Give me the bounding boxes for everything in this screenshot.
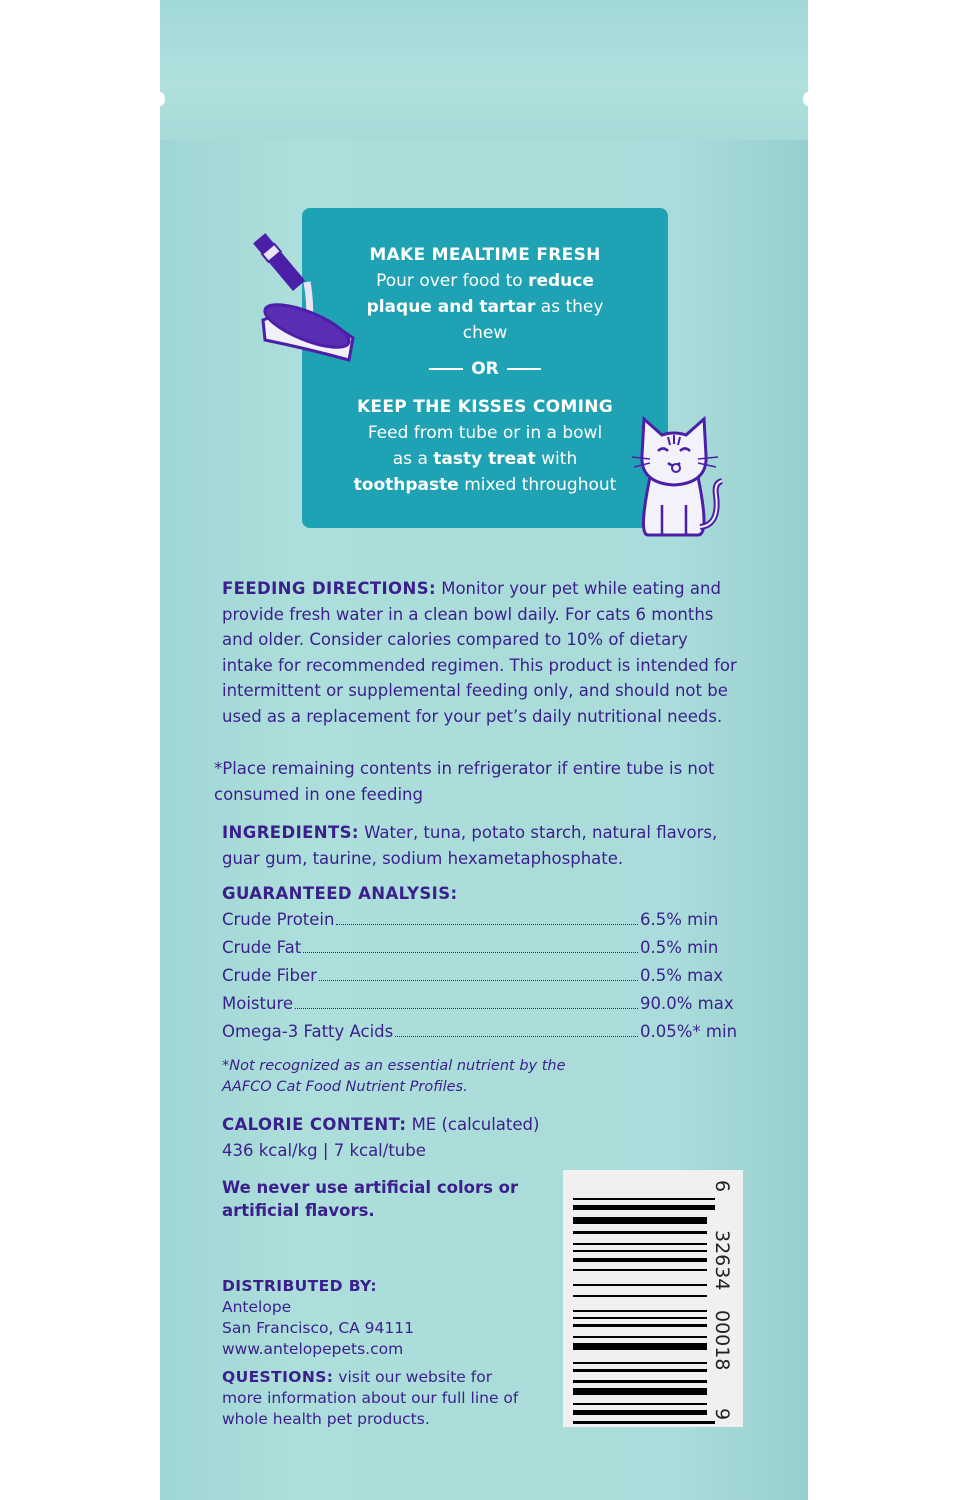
nutrient-name: Crude Fiber: [222, 966, 317, 985]
callout-line: toothpaste mixed throughout: [353, 475, 617, 495]
barcode-digits: 32634: [711, 1230, 733, 1291]
callout-line: plaque and tartar as they: [366, 297, 604, 317]
website-link[interactable]: www.antelopepets.com: [222, 1340, 404, 1358]
no-artificial-statement: We never use artificial colors or artificial flavors.: [222, 1178, 519, 1220]
barcode-bar: [573, 1380, 707, 1382]
smiling-cat-icon: [628, 415, 728, 543]
callout-line: chew: [462, 323, 508, 343]
calorie-content: CALORIE CONTENT: ME (calculated): [222, 1115, 540, 1134]
barcode-bar: [573, 1205, 715, 1210]
nutrient-value: 90.0% max: [640, 994, 734, 1013]
callout-heading-2: KEEP THE KISSES COMING: [356, 397, 614, 417]
feeding-directions: FEEDING DIRECTIONS: Monitor your pet while eating and provide fresh water in a clean bowl daily. For cats 6 months and older. Consider calories compared to 10% of dietary intake for recommended regimen. This product is intended for intermittent or supplemental feeding only, and should not be used as a replacement for your pet’s daily nutritional needs.: [222, 579, 737, 726]
barcode-bar: [573, 1198, 715, 1200]
callout-heading-1: MAKE MEALTIME FRESH: [369, 245, 601, 265]
pouch-seal: [160, 0, 808, 140]
callout-line: as a tasty treat with: [392, 449, 578, 469]
leader-dots: [303, 952, 638, 953]
nutrient-value: 6.5% min: [640, 910, 719, 929]
barcode-bar: [573, 1410, 707, 1415]
ingredients: INGREDIENTS: Water, tuna, potato starch, natural flavors, guar gum, taurine, sodium hexametaphosphate.: [222, 823, 718, 868]
barcode-bar: [573, 1310, 707, 1312]
barcode-bar: [573, 1343, 707, 1350]
nutrient-value: 0.5% min: [640, 938, 719, 957]
barcode-bar: [573, 1217, 707, 1224]
analysis-row: [222, 910, 744, 938]
callout-line: Pour over food to reduce: [376, 271, 594, 291]
barcode-bar: [573, 1231, 707, 1233]
barcode-bar: [573, 1243, 707, 1245]
leader-dots: [395, 1036, 638, 1037]
barcode-bar: [573, 1369, 707, 1371]
barcode-bar: [573, 1336, 707, 1338]
nutrient-name: Omega-3 Fatty Acids: [222, 1022, 394, 1041]
tear-notch-right: [803, 92, 813, 106]
tear-notch-left: [155, 92, 165, 106]
or-divider: OR: [302, 356, 668, 382]
leader-dots: [319, 980, 638, 981]
barcode-bar: [573, 1258, 707, 1263]
barcode: [563, 1170, 743, 1427]
analysis-heading: GUARANTEED ANALYSIS:: [222, 884, 458, 903]
analysis-row: [222, 1022, 744, 1050]
barcode-digits: 6: [711, 1180, 733, 1193]
nutrient-name: Moisture: [222, 994, 294, 1013]
questions: QUESTIONS: visit our website for more information about our full line of whole health pet products.: [222, 1368, 519, 1428]
barcode-bar: [573, 1269, 707, 1271]
barcode-digits: 00018: [711, 1310, 733, 1371]
leader-dots: [295, 1008, 638, 1009]
calorie-values: 436 kcal/kg | 7 kcal/tube: [222, 1141, 426, 1160]
barcode-bar: [573, 1403, 707, 1405]
barcode-bar: [573, 1421, 715, 1423]
callout-line: Feed from tube or in a bowl: [367, 423, 603, 443]
distributor: DISTRIBUTED BY: Antelope San Francisco, CA 94111 www.antelopepets.com: [222, 1276, 522, 1360]
barcode-bar: [573, 1284, 707, 1286]
guaranteed-analysis-table: [222, 910, 744, 1050]
nutrient-value: 0.05%* min: [640, 1022, 738, 1041]
barcode-bar: [573, 1324, 707, 1326]
tube-pouring-into-bowl-icon: [245, 230, 360, 365]
barcode-bar: [573, 1295, 707, 1297]
nutrient-value: 0.5% max: [640, 966, 724, 985]
barcode-bar: [573, 1388, 707, 1395]
feeding-note: *Place remaining contents in refrigerator if entire tube is not consumed in one feeding: [214, 759, 715, 804]
analysis-footnote: *Not recognized as an essential nutrient by the AAFCO Cat Food Nutrient Profiles.: [222, 1058, 566, 1095]
barcode-bar: [573, 1250, 707, 1252]
nutrient-name: Crude Fat: [222, 938, 302, 957]
analysis-row: [222, 966, 744, 994]
barcode-digits: 9: [711, 1408, 733, 1421]
analysis-row: [222, 994, 744, 1022]
nutrient-name: Crude Protein: [222, 910, 335, 929]
leader-dots: [336, 924, 638, 925]
analysis-row: [222, 938, 744, 966]
barcode-bar: [573, 1317, 707, 1319]
barcode-bar: [573, 1362, 707, 1364]
